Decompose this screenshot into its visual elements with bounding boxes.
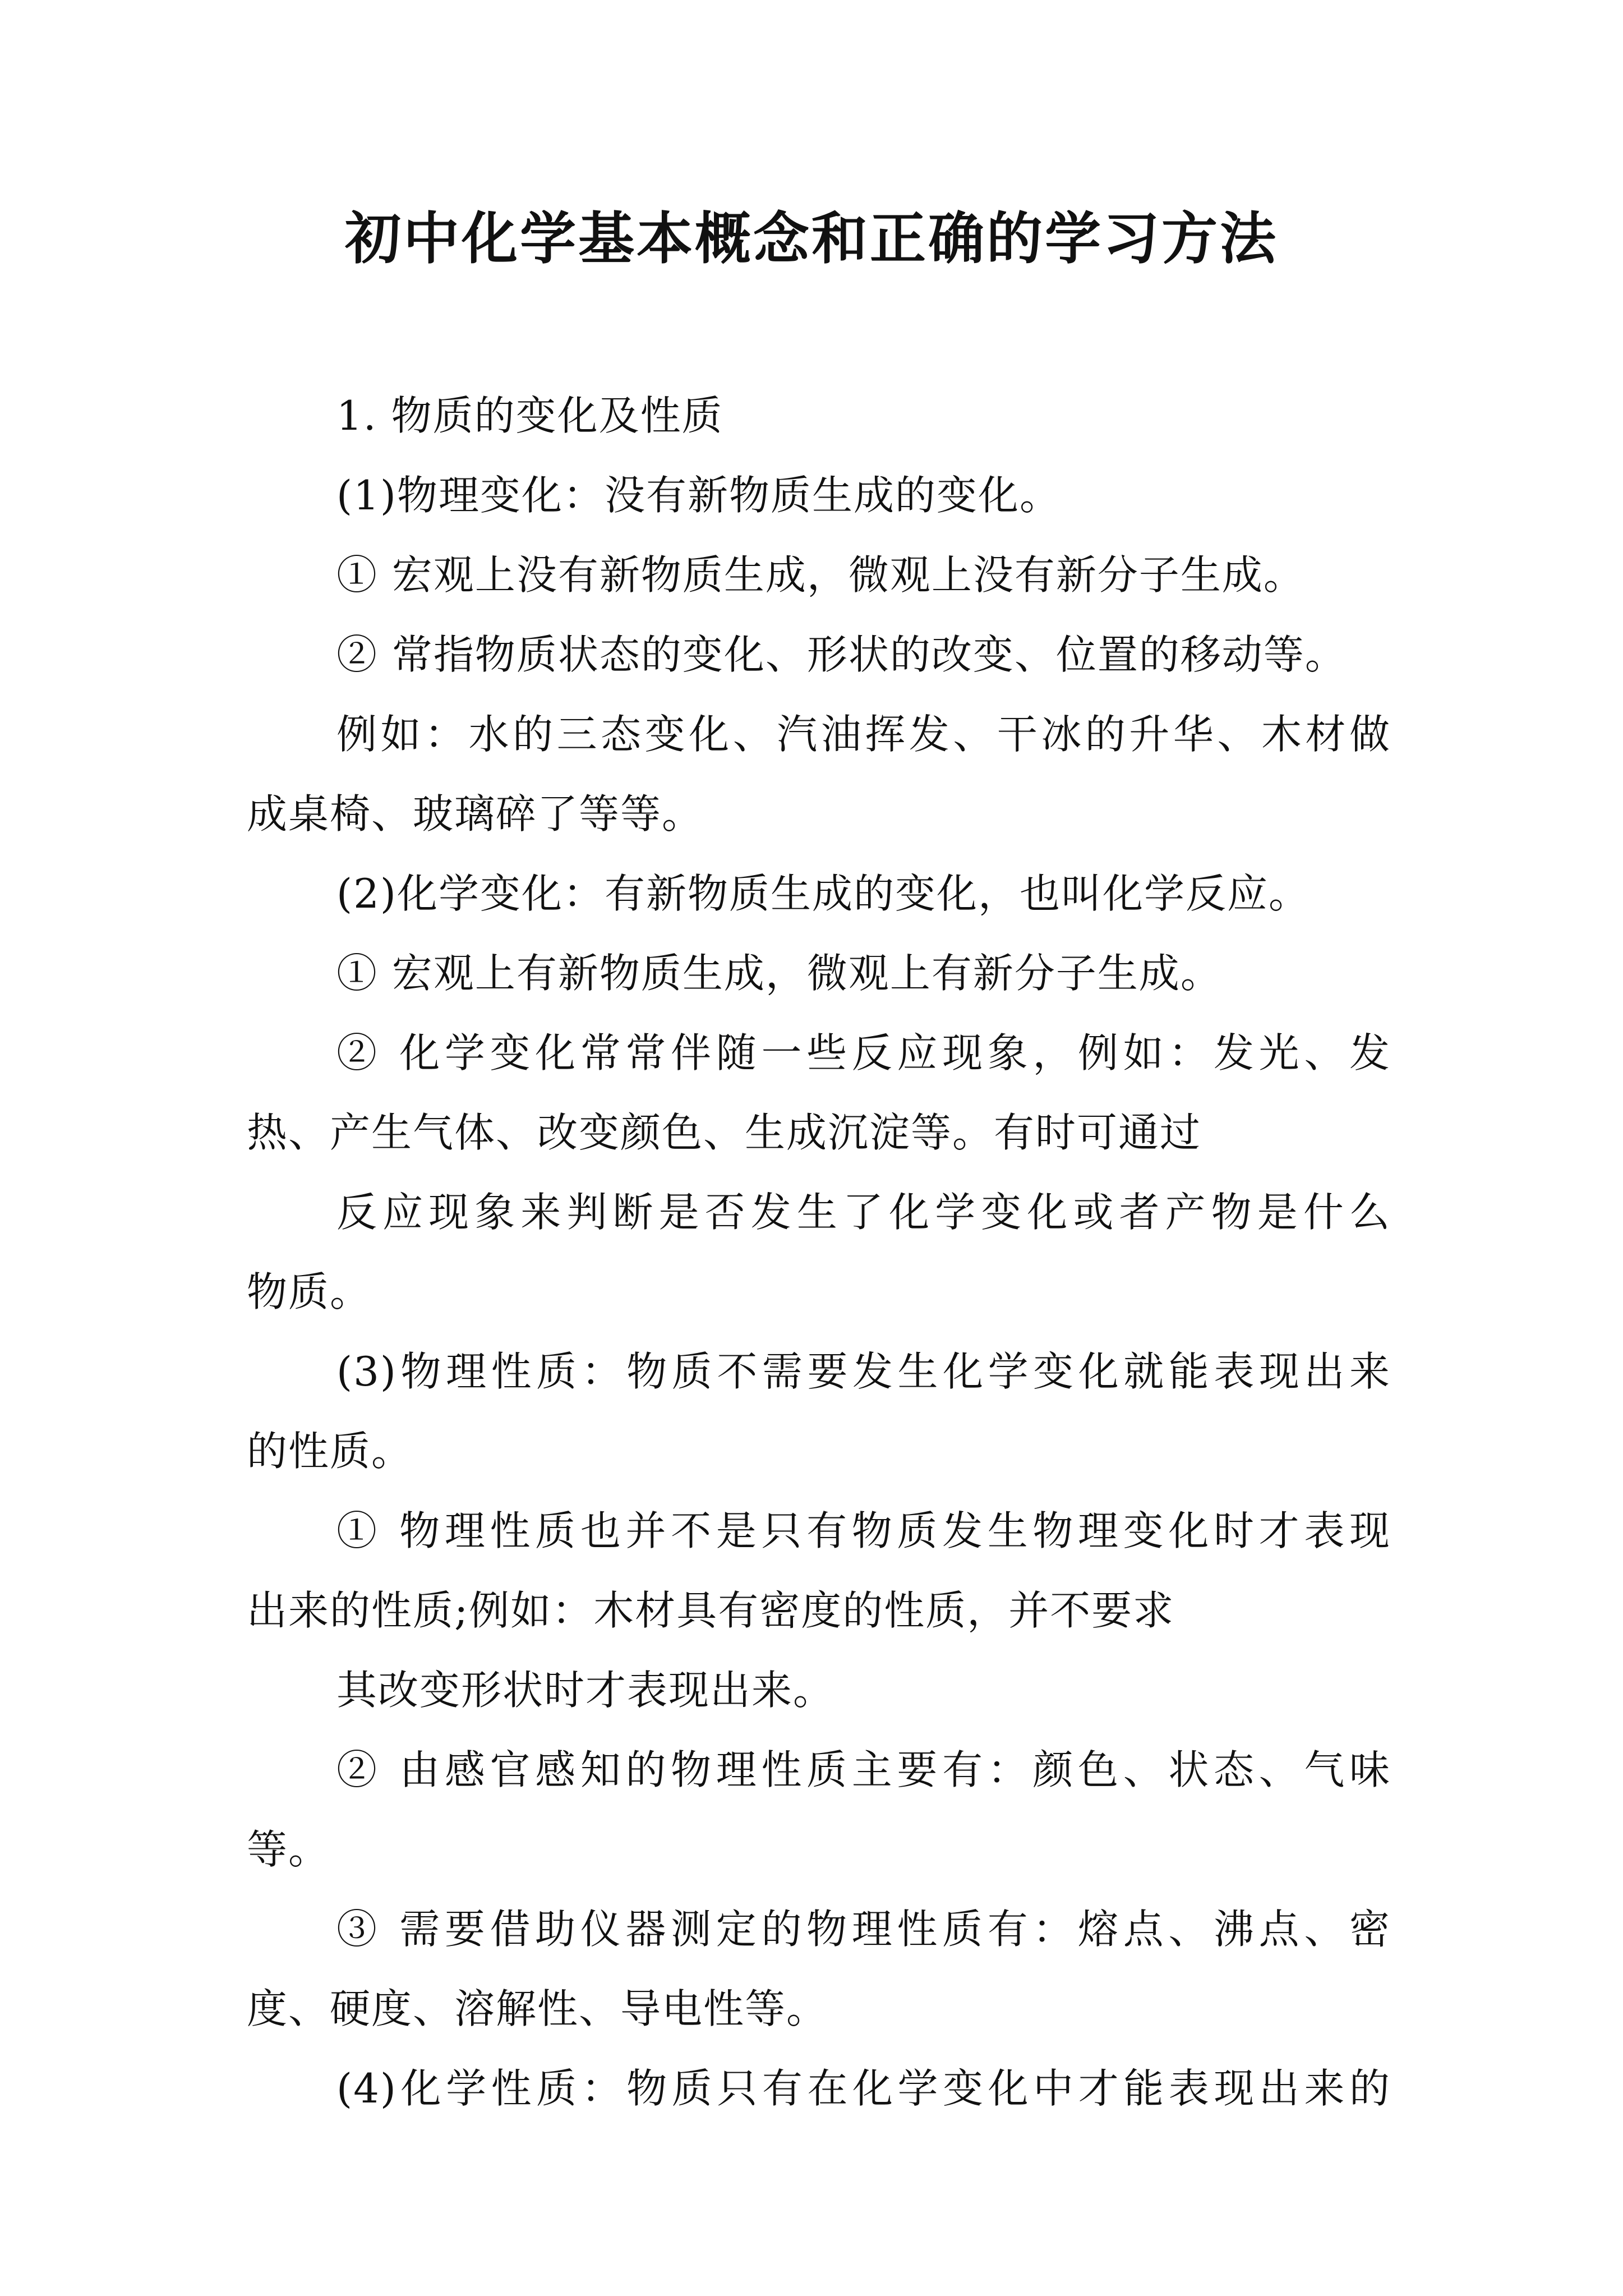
- paragraph-line: (3)物理性质：物质不需要发生化学变化就能表现出来: [336, 1348, 1391, 1395]
- paragraph-line: (4)化学性质：物质只有在化学变化中才能表现出来的: [336, 2065, 1391, 2112]
- paragraph-line: 物质。: [247, 1268, 372, 1315]
- paragraph-line: ② 常指物质状态的变化、形状的改变、位置的移动等。: [336, 631, 1347, 678]
- paragraph-line: 成桌椅、玻璃碎了等等。: [247, 790, 704, 838]
- paragraph-line: ② 由感官感知的物理性质主要有：颜色、状态、气味: [336, 1746, 1391, 1793]
- paragraph-line: ③ 需要借助仪器测定的物理性质有：熔点、沸点、密: [336, 1906, 1391, 1953]
- paragraph-line: 热、产生气体、改变颜色、生成沉淀等。有时可通过: [247, 1109, 1202, 1156]
- paragraph-line: (2)化学变化：有新物质生成的变化，也叫化学反应。: [336, 870, 1310, 917]
- paragraph-line: ① 宏观上有新物质生成，微观上有新分子生成。: [336, 950, 1222, 997]
- paragraph-line: ① 宏观上没有新物质生成，微观上没有新分子生成。: [336, 551, 1305, 599]
- paragraph-line: 其改变形状时才表现出来。: [336, 1667, 835, 1714]
- paragraph-line: 等。: [247, 1826, 330, 1873]
- paragraph-line: ① 物理性质也并不是只有物质发生物理变化时才表现: [336, 1507, 1391, 1554]
- document-title: 初中化学基本概念和正确的学习方法: [345, 205, 1278, 272]
- paragraph-line: (1)物理变化：没有新物质生成的变化。: [336, 472, 1061, 519]
- paragraph-line: 出来的性质;例如：木材具有密度的性质，并不要求: [247, 1587, 1175, 1634]
- paragraph-line: ② 化学变化常常伴随一些反应现象，例如：发光、发: [336, 1029, 1391, 1076]
- paragraph-line: 度、硬度、溶解性、导电性等。: [247, 1985, 828, 2032]
- paragraph-line: 的性质。: [247, 1428, 413, 1475]
- paragraph-line: 反应现象来判断是否发生了化学变化或者产物是什么: [336, 1189, 1391, 1236]
- paragraph-line: 例如：水的三态变化、汽油挥发、干冰的升华、木材做: [336, 711, 1391, 758]
- section-heading: 1. 物质的变化及性质: [336, 392, 723, 439]
